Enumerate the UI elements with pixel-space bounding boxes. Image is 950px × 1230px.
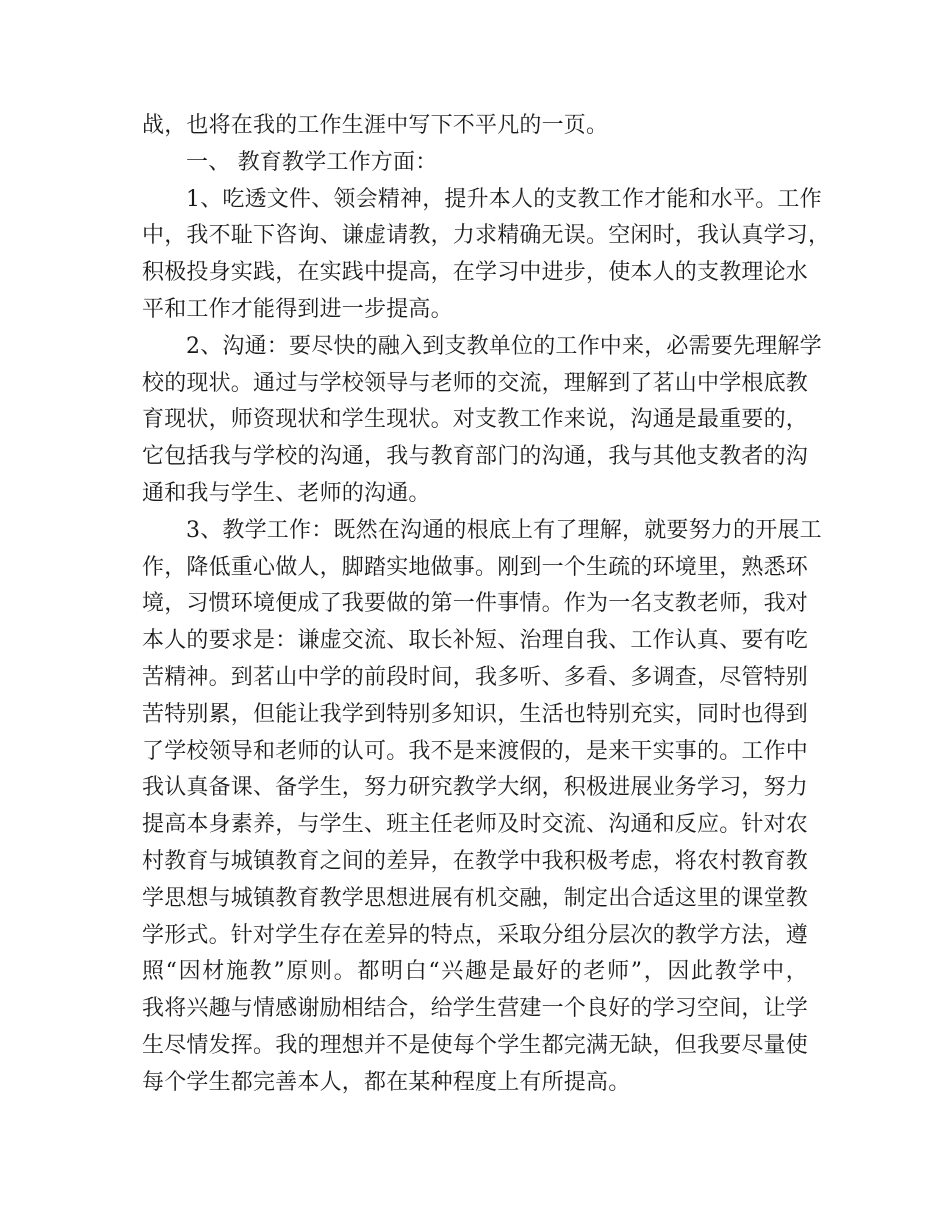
text-line: 境，习惯环境便成了我要做的第一件事情。作为一名支教老师，我对 [142, 591, 809, 617]
text-line: 校的现状。通过与学校领导与老师的交流，理解到了茗山中学根底教 [142, 370, 809, 396]
text-line: 学形式。针对学生存在差异的特点，采取分组分层次的教学方法，遵 [142, 922, 809, 948]
text-line: 通和我与学生、老师的沟通。 [142, 480, 431, 506]
text-line: 本人的要求是：谦虚交流、取长补短、治理自我、工作认真、要有吃 [142, 628, 809, 654]
text-line: 生尽情发挥。我的理想并不是使每个学生都完满无缺，但我要尽量使 [142, 1032, 809, 1058]
text-line: 学思想与城镇教育教学思想进展有机交融，制定出合适这里的课堂教 [142, 885, 809, 911]
text-line: 照“因材施教”原则。都明白“兴趣是最好的老师”，因此教学中， [142, 959, 808, 985]
text-line: 村教育与城镇教育之间的差异，在教学中我积极考虑，将农村教育教 [142, 848, 809, 874]
text-line: 苦特别累，但能让我学到特别多知识，生活也特别充实，同时也得到 [142, 701, 809, 727]
document-body [142, 108, 831, 1102]
text-line: 作，降低重心做人，脚踏实地做事。刚到一个生疏的环境里，熟悉环 [142, 554, 809, 580]
text-line: 中，我不耻下咨询、谦虚请教，力求精确无误。空闲时，我认真学习， [142, 223, 831, 249]
text-line: 战，也将在我的工作生涯中写下不平凡的一页。 [142, 113, 609, 138]
text-line: 它包括我与学校的沟通，我与教育部门的沟通，我与其他支教者的沟 [142, 444, 809, 470]
text-line: 苦精神。到茗山中学的前段时间，我多听、多看、多调查，尽管特别 [142, 664, 809, 690]
text-line: 我将兴趣与情感谢励相结合，给学生营建一个良好的学习空间，让学 [142, 996, 809, 1022]
text-line: 每个学生都完善本人，都在某种程度上有所提高。 [142, 1069, 631, 1095]
text-line: 3、教学工作：既然在沟通的根底上有了理解，就要努力的开展工 [186, 517, 822, 543]
text-line: 平和工作才能得到进一步提高。 [142, 296, 453, 322]
text-line: 1、吃透文件、领会精神，提升本人的支教工作才能和水平。工作 [186, 186, 822, 212]
text-line: 了学校领导和老师的认可。我不是来渡假的，是来干实事的。工作中 [142, 738, 809, 764]
text-line: 一、 教育教学工作方面： [186, 149, 438, 175]
text-line: 我认真备课、备学生，努力研究教学大纲，积极进展业务学习，努力 [142, 775, 809, 801]
text-line: 2、沟通：要尽快的融入到支教单位的工作中来，必需要先理解学 [186, 333, 822, 359]
text-line: 育现状，师资现状和学生现状。对支教工作来说，沟通是最重要的， [142, 407, 809, 433]
text-line: 积极投身实践，在实践中提高，在学习中进步，使本人的支教理论水 [142, 260, 809, 286]
text-line: 提高本身素养，与学生、班主任老师及时交流、沟通和反应。针对农 [142, 812, 809, 838]
